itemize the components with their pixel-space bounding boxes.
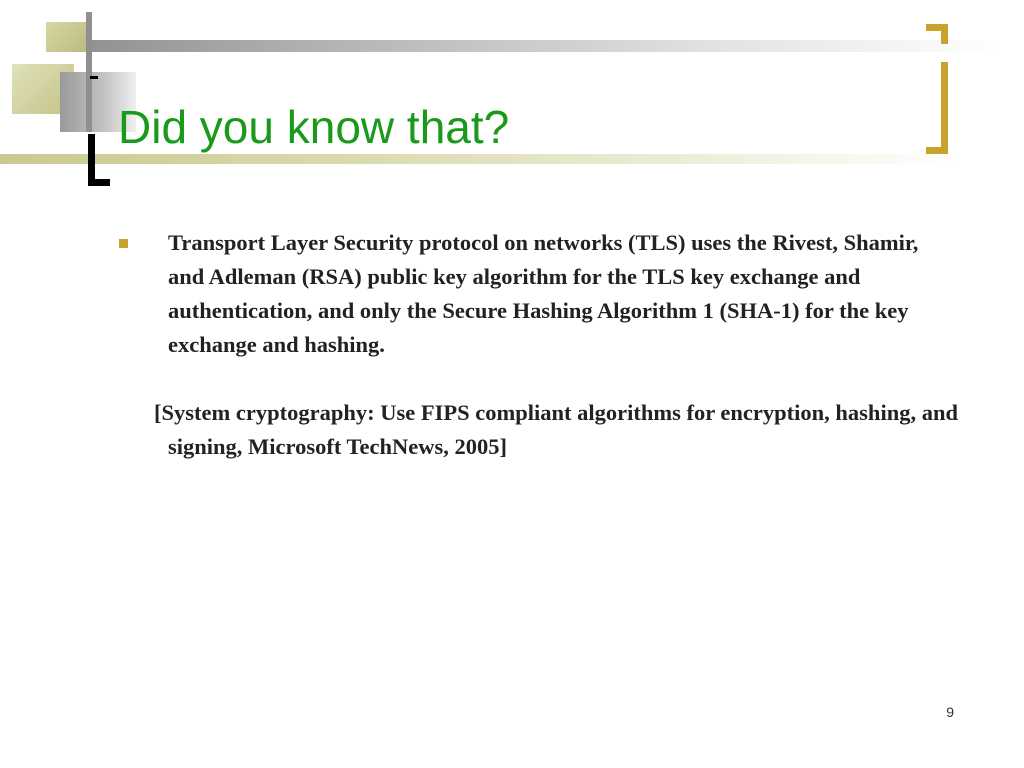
page-number: 9 (946, 704, 954, 720)
black-bracket-decoration (88, 134, 110, 186)
citation-text: [System cryptography: Use FIPS compliant algorithms for encryption, hashing, and signing, Microsoft TechNews, 2005] (154, 400, 958, 459)
gold-bracket-bottom-decoration (926, 62, 948, 154)
top-rule-decoration (46, 40, 1000, 52)
slide-title: Did you know that? (118, 101, 510, 153)
vertical-rule-decoration (86, 12, 92, 132)
square-bullet-icon (119, 239, 128, 248)
bullet-text: Transport Layer Security protocol on networks (TLS) uses the Rivest, Shamir, and Adleman (RSA) public key algorithm for the TLS key exchange and authentication, and only the Secure Hashing Algorithm 1 (SHA-1) for the key exchange and hashing. (168, 230, 919, 357)
bullet-item (118, 226, 958, 362)
title-underline-decoration (0, 154, 960, 164)
black-tick-decoration (90, 76, 98, 79)
olive-square-decoration (46, 22, 90, 52)
slide-body (118, 226, 958, 464)
gold-bracket-top-decoration (926, 24, 948, 44)
